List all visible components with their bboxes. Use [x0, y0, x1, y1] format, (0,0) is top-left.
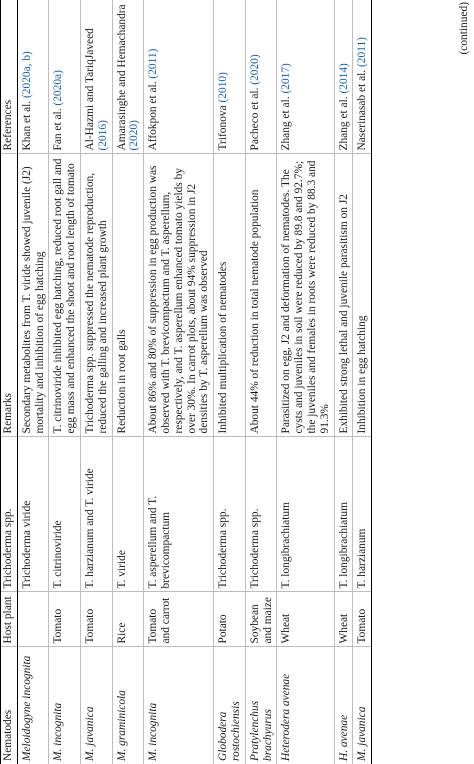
- header-references: References: [1, 0, 18, 154]
- table-row: [334, 0, 353, 764]
- trichoderma-cell: T. longibrachiatum: [334, 437, 353, 592]
- nematode-cell: M. incognita: [144, 647, 214, 764]
- trichoderma-cell: Trichoderma spp.: [245, 437, 277, 592]
- trichoderma-cell: T. longibrachiatum: [277, 437, 334, 592]
- remarks-cell: Secondary metabolites from T. viride showed juvenile (J2) mortality and inhibition of egg hatching: [17, 154, 49, 437]
- remarks-cell: Inhibition in egg hatching: [353, 154, 372, 437]
- reference-cell: [49, 0, 81, 154]
- reference-cell: [353, 0, 372, 154]
- continued-note: (continued): [458, 2, 470, 55]
- trichoderma-cell: Trichoderma spp.: [214, 437, 246, 592]
- reference-text: Pacheco et al.: [248, 87, 261, 151]
- reference-link[interactable]: (2020a, b): [20, 51, 33, 98]
- table-row: [144, 0, 214, 764]
- table-row: [80, 0, 112, 764]
- nematode-cell: H. avenae: [334, 647, 353, 764]
- host-plant-cell: Rice: [112, 592, 144, 647]
- table-row: [112, 0, 144, 764]
- header-nematodes: Nematodes: [1, 647, 18, 764]
- reference-text: Fan et al.: [52, 108, 65, 151]
- reference-text: Affokpon et al.: [147, 81, 160, 151]
- header-host-plant: Host plant: [1, 592, 18, 647]
- trichoderma-cell: T. asperellum and T. brevicompactum: [144, 437, 214, 592]
- table-row: [214, 0, 246, 764]
- host-plant-cell: Wheat: [334, 592, 353, 647]
- header-trichoderma: Trichoderma spp.: [1, 437, 18, 592]
- reference-text: Amarasinghe and Hemachandra: [115, 4, 128, 151]
- trichoderma-cell: T. viride: [112, 437, 144, 592]
- reference-cell: [17, 0, 49, 154]
- table-row: [49, 0, 81, 764]
- trichoderma-cell: T. citrinoviride: [49, 437, 81, 592]
- nematode-cell: Globodera rostochiensis: [214, 647, 246, 764]
- reference-cell: [245, 0, 277, 154]
- nematode-cell: Meloidogyne incognita: [17, 647, 49, 764]
- host-plant-cell: [17, 592, 49, 647]
- nematode-cell: M. graminicola: [112, 647, 144, 764]
- reference-text: Zhang et al.: [280, 96, 293, 151]
- reference-text: Naserinasab et al.: [356, 69, 369, 151]
- host-plant-cell: Wheat: [277, 592, 334, 647]
- remarks-cell: Trichoderma spp. suppressed the nematode reproduction, reduced the galling and increased plant growth: [80, 154, 112, 437]
- remarks-cell: Exhibited strong lethal and juvenile parasitism on J2: [334, 154, 353, 437]
- host-plant-cell: Tomato: [80, 592, 112, 647]
- reference-link[interactable]: (2014): [337, 63, 350, 94]
- remarks-cell: T. citrinoviride inhibited egg hatching, reduced root gall and egg mass and enhanced the shoot and root length of tomato: [49, 154, 81, 437]
- reference-link[interactable]: (2010): [217, 72, 230, 103]
- reference-text: Khan et al.: [20, 100, 33, 151]
- reference-link[interactable]: (2011): [356, 37, 369, 67]
- nematode-cell: Pratylenchus brachyurus: [245, 647, 277, 764]
- reference-cell: [80, 0, 112, 154]
- table-row: [353, 0, 372, 764]
- host-plant-cell: Tomato and carrot: [144, 592, 214, 647]
- nematode-cell: M. javanica: [353, 647, 372, 764]
- remarks-cell: About 86% and 80% of suppression in egg production was observed with T. brevicompactum and T. asperellum, respectively, and T. asperellum enhanced tomato yields by over 30%. In carrot plots, about 94% suppression in J2 densities by T. asperellum was observed: [144, 154, 214, 437]
- reference-link[interactable]: (2020): [248, 54, 261, 85]
- reference-text: Al-Hazmi and TariqJaveed: [83, 28, 96, 151]
- host-plant-cell: Soybean and maize: [245, 592, 277, 647]
- reference-cell: [334, 0, 353, 154]
- nematode-cell: M. javanica: [80, 647, 112, 764]
- trichoderma-cell: T. harzianum: [353, 437, 372, 592]
- trichoderma-cell: T. harzianum and T. viride: [80, 437, 112, 592]
- reference-link[interactable]: (2017): [280, 63, 293, 94]
- table-row: [245, 0, 277, 764]
- reference-cell: [112, 0, 144, 154]
- host-plant-cell: Tomato: [353, 592, 372, 647]
- table-row: [17, 0, 49, 764]
- trichoderma-cell: Trichoderma viride: [17, 437, 49, 592]
- nematode-cell: Heterodera avenae: [277, 647, 334, 764]
- reference-cell: [144, 0, 214, 154]
- reference-text: Trifonova: [217, 105, 230, 151]
- reference-link[interactable]: (2011): [147, 48, 160, 79]
- host-plant-cell: Tomato: [49, 592, 81, 647]
- reference-link[interactable]: (2020): [128, 120, 141, 151]
- remarks-cell: Inhibited multiplication of nematodes: [214, 154, 246, 437]
- header-remarks: Remarks: [1, 154, 18, 437]
- reference-cell: [277, 0, 334, 154]
- reference-link[interactable]: (2016): [96, 120, 109, 151]
- table-row: [277, 0, 334, 764]
- reference-cell: [214, 0, 246, 154]
- nematode-cell: M. incognita: [49, 647, 81, 764]
- reference-link[interactable]: (2020a): [52, 70, 65, 106]
- remarks-cell: About 44% of reduction in total nematode population: [245, 154, 277, 437]
- remarks-cell: Reduction in root galls: [112, 154, 144, 437]
- header-row: [1, 0, 18, 764]
- host-plant-cell: Potato: [214, 592, 246, 647]
- remarks-cell: Parasitized on egg, J2 and deformation of nematodes. The cysts and juveniles in soil were reduced by 89.8 and 92.7%; the juveniles and females in roots were reduced by 88.3 and 91.3%: [277, 154, 334, 437]
- reference-text: Zhang et al.: [337, 96, 350, 151]
